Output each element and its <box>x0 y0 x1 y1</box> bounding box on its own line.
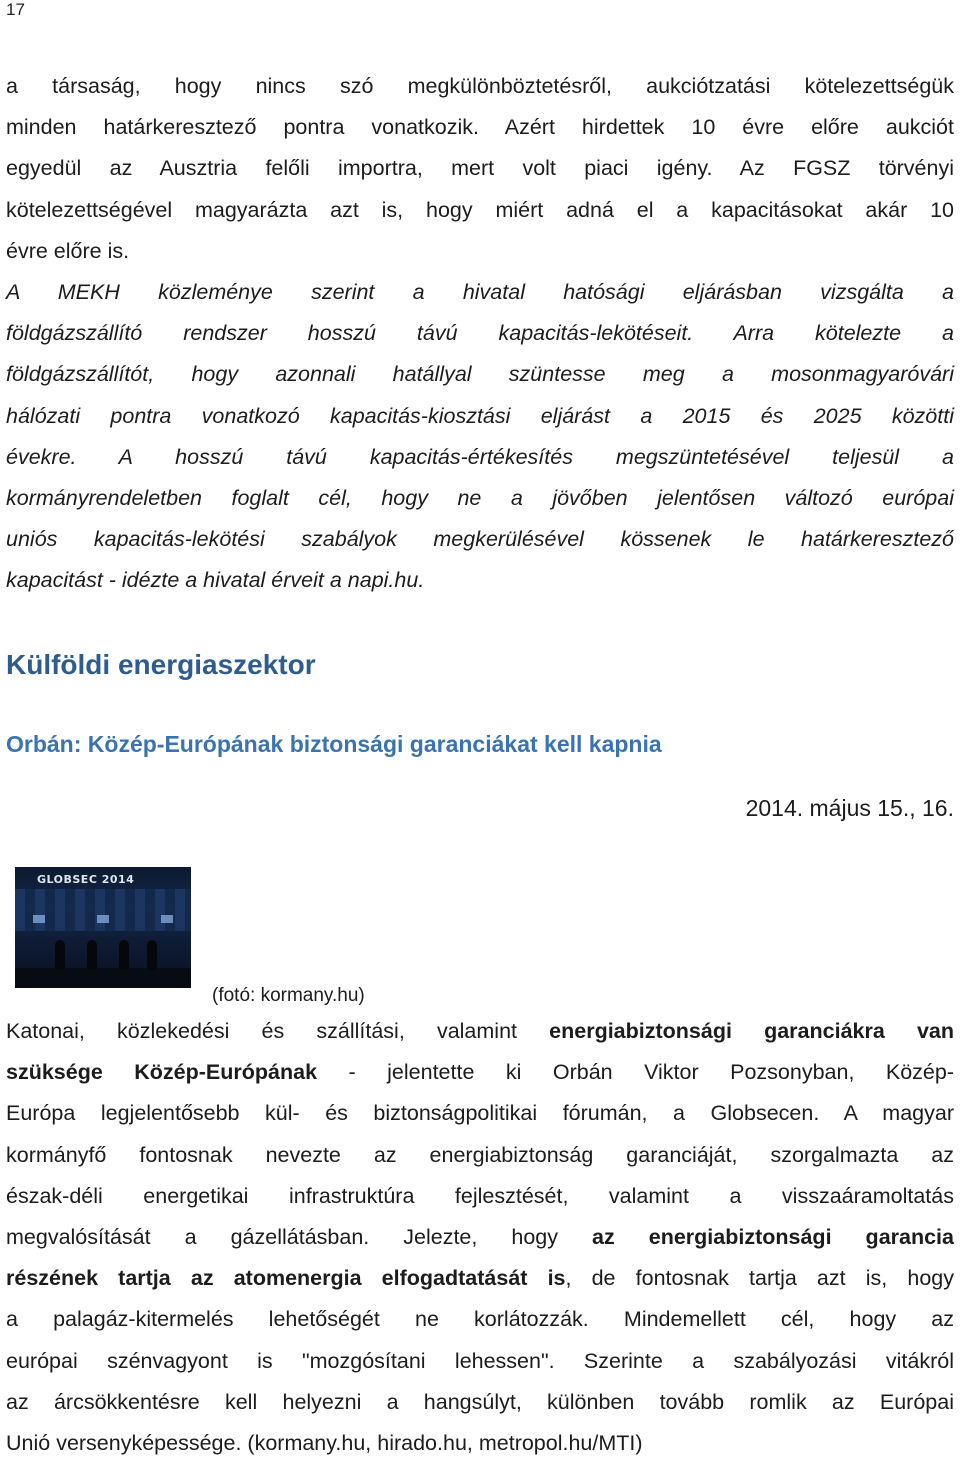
text-line <box>6 1052 954 1093</box>
article-photo <box>15 867 191 988</box>
photo-person-silhouette <box>119 940 129 970</box>
text-line: évekre. A hosszú távú kapacitás-értékesítés megszüntetésével teljesül a <box>6 444 954 469</box>
photo-person-silhouette <box>87 940 97 970</box>
photo-screen <box>97 915 109 923</box>
photo-person-silhouette <box>55 940 65 970</box>
text-line: kapacitást - idézte a hivatal érveit a napi.hu. <box>6 568 425 593</box>
page-number: 17 <box>6 0 25 19</box>
paragraph-article-body <box>6 1011 954 1464</box>
text-run-bold: energiabiztonsági garanciákra van <box>549 1019 954 1043</box>
text-line: észak-déli energetikai infrastruktúra fejlesztését, valamint a visszaáramoltatás <box>6 1183 954 1208</box>
photo-stage-backdrop <box>15 889 191 931</box>
text-line <box>6 1258 954 1299</box>
text-run-bold: részének tartja az atomenergia elfogadtatását is <box>6 1266 566 1291</box>
text-line: földgázszállítót, hogy azonnali hatállyal szüntesse meg a mosonmagyaróvári <box>6 362 954 387</box>
text-line: kormányfő fontosnak nevezte az energiabiztonság garanciáját, szorgalmazta az <box>6 1142 954 1167</box>
photo-floor <box>15 968 191 988</box>
text-run: Katonai, közlekedési és szállítási, valamint <box>6 1019 550 1043</box>
text-line: egyedül az Ausztria felőli importra, mert volt piaci igény. Az FGSZ törvényi <box>6 156 954 181</box>
section-heading: Külföldi energiaszektor <box>6 649 316 680</box>
text-line: földgázszállító rendszer hosszú távú kapacitás-lekötéseit. Arra kötelezte a <box>6 321 954 346</box>
text-line: Unió versenyképessége. (kormany.hu, hirado.hu, metropol.hu/MTI) <box>6 1431 643 1456</box>
text-line <box>6 1217 954 1258</box>
text-line: a társaság, hogy nincs szó megkülönböztetésről, aukciótzatási kötelezettségük <box>6 74 954 98</box>
text-line: kötelezettségével magyarázta azt is, hogy miért adná el a kapacitásokat akár 10 <box>6 197 954 222</box>
photo-caption: (fotó: kormany.hu) <box>212 985 365 1006</box>
text-line: évre előre is. <box>6 238 130 263</box>
text-line: a palagáz-kitermelés lehetőségét ne korlátozzák. Mindemellett cél, hogy az <box>6 1307 954 1332</box>
paragraph-intro <box>6 66 954 272</box>
text-line: A MEKH közleménye szerint a hivatal hatósági eljárásban vizsgálta a <box>6 280 954 304</box>
paragraph-mekh-italic <box>6 272 954 602</box>
text-line: hálózati pontra vonatkozó kapacitás-kiosztási eljárást a 2015 és 2025 közötti <box>6 403 954 428</box>
text-run: - jelentette ki Orbán Viktor Pozsonyban, Közép- <box>317 1060 955 1085</box>
text-line: minden határkeresztező pontra vonatkozik. Azért hirdettek 10 évre előre aukciót <box>6 115 954 140</box>
text-line: Európa legjelentősebb kül- és biztonságpolitikai fórumán, a Globsecen. A magyar <box>6 1101 954 1126</box>
text-run: , de fontosnak tartja azt is, hogy <box>565 1266 954 1291</box>
photo-screen <box>33 915 45 923</box>
text-line <box>6 1011 954 1052</box>
text-run-bold: az energiabiztonsági garancia <box>592 1225 954 1250</box>
article-date: 2014. május 15., 16. <box>745 795 954 821</box>
text-run: megvalósítását a gázellátásban. Jelezte, hogy <box>6 1225 593 1250</box>
text-line: európai szénvagyont is "mozgósítani lehessen". Szerinte a szabályozási vitákról <box>6 1348 954 1373</box>
text-line: kormányrendeletben foglalt cél, hogy ne a jövőben jelentősen változó európai <box>6 486 954 511</box>
photo-person-silhouette <box>147 940 157 970</box>
text-line: uniós kapacitás-lekötési szabályok megkerülésével kössenek le határkeresztező <box>6 527 954 552</box>
article-title: Orbán: Közép-Európának biztonsági garanciákat kell kapnia <box>6 731 662 757</box>
photo-screen <box>161 915 173 923</box>
text-line: az árcsökkentésre kell helyezni a hangsúlyt, különben tovább romlik az Európai <box>6 1389 954 1414</box>
photo-banner-text: GLOBSEC 2014 <box>37 873 135 886</box>
text-run-bold: szüksége Közép-Európának <box>6 1060 318 1085</box>
